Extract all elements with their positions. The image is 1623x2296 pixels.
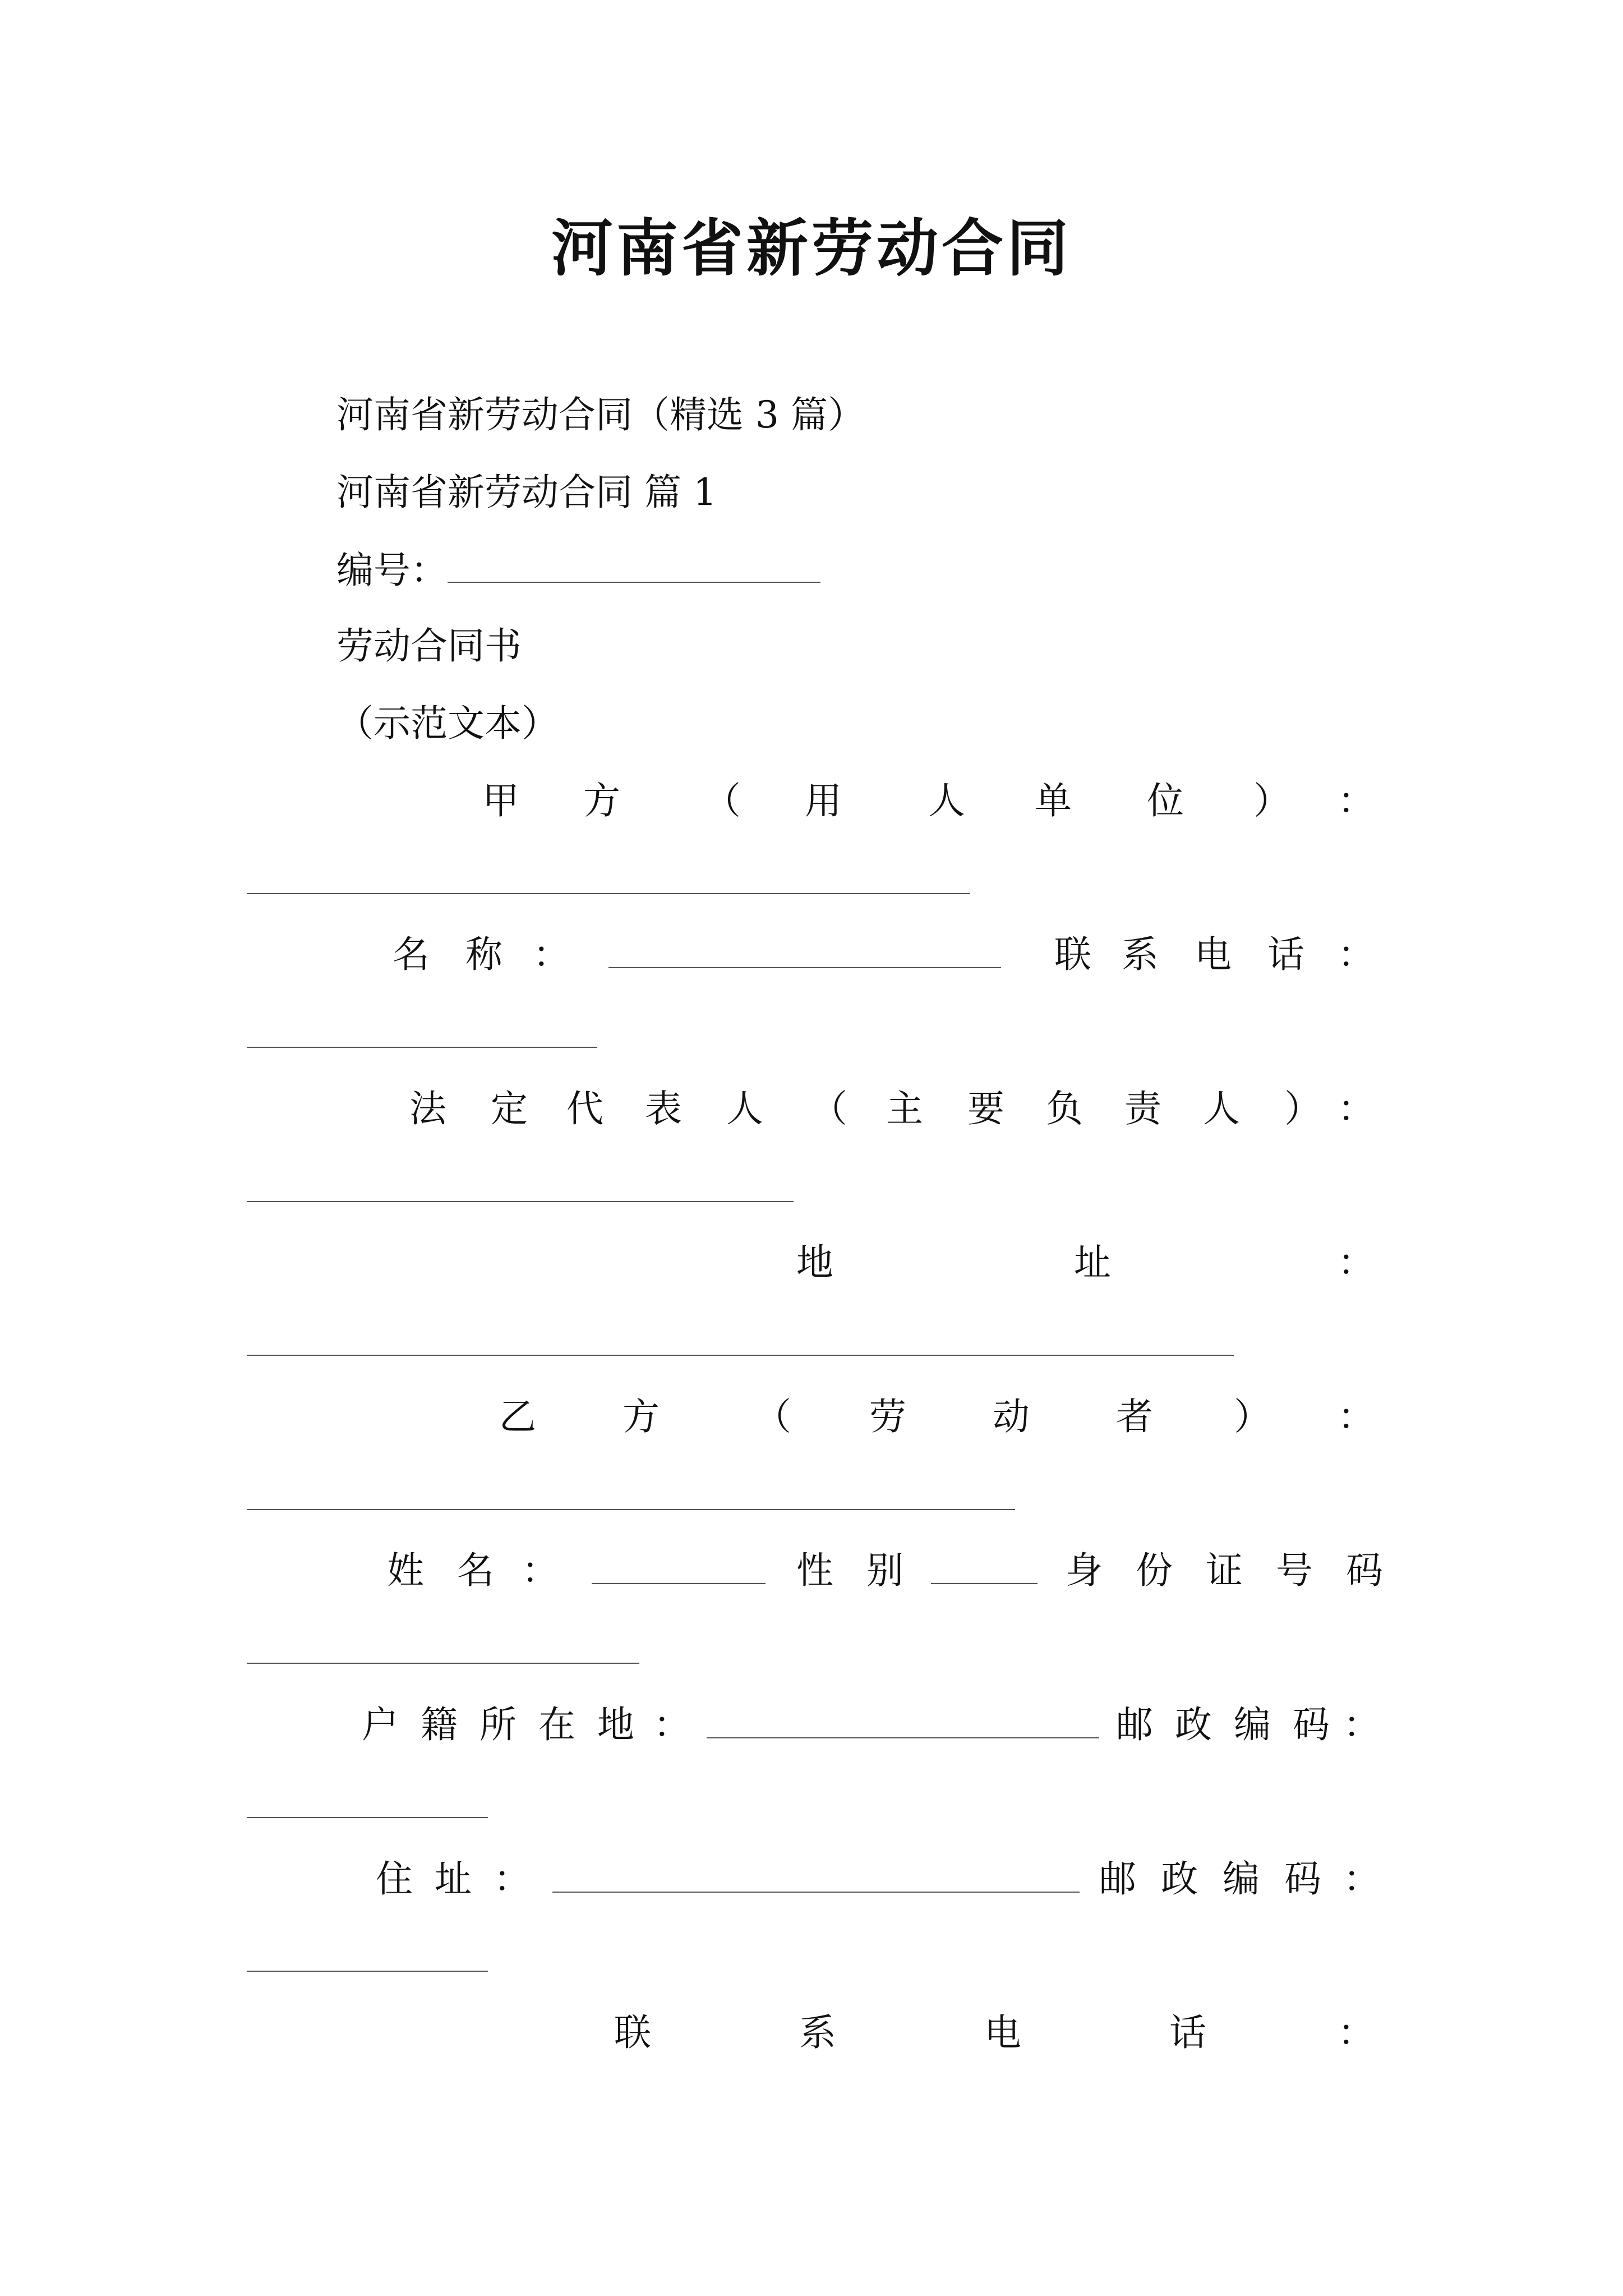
household-char: 在 [538,1703,575,1746]
legal-rep-char: 责 [1124,1087,1161,1130]
legal-rep-char: 要 [967,1087,1004,1130]
phone-char: 系 [1122,933,1159,976]
postcode-char: ： [1343,1703,1380,1746]
b-gender-char: 性 [796,1549,833,1592]
postcode-char: 编 [1234,1703,1271,1746]
b-phone-char: 联 [614,2011,651,2054]
legal-rep-char: ： [1338,1087,1375,1130]
model-text-line: （示范文本） [336,702,559,745]
b-phone-char: 电 [984,2011,1021,2054]
phone-blank [247,1047,597,1048]
phone-char: 联 [1054,933,1091,976]
postcode2-char: 政 [1161,1857,1198,1901]
postcode2-char: 码 [1284,1857,1321,1901]
b-name-blank [592,1548,766,1584]
b-phone-char: 系 [799,2011,836,2054]
b-id-char: 证 [1206,1549,1243,1592]
b-name-char: 姓 [387,1549,424,1592]
b-phone-char: ： [1338,2011,1375,2054]
phone-char: 话 [1267,933,1304,976]
b-phone-char: 话 [1169,2011,1206,2054]
b-gender-char: 别 [866,1549,903,1592]
party-a-char: ） [1253,779,1290,822]
residence-char: 住 [376,1857,413,1901]
document-title: 河南省新劳动合同 [551,212,1072,284]
party-b-char: 劳 [869,1395,906,1438]
b-id-char: 身 [1066,1549,1103,1592]
b-id-blank [247,1663,639,1664]
household-char: 所 [479,1703,517,1746]
party-a-char: 单 [1035,779,1072,822]
party-b-char: 者 [1116,1395,1153,1438]
legal-rep-char: 负 [1046,1087,1083,1130]
household-char: 地 [597,1703,634,1746]
b-id-char: 码 [1346,1549,1383,1592]
address-char: ： [1338,1241,1375,1284]
phone-char: ： [1338,933,1375,976]
postcode-char: 政 [1175,1703,1212,1746]
legal-rep-char: 代 [566,1087,603,1130]
party-b-char: （ [754,1395,791,1438]
legal-rep-char: 人 [1203,1087,1240,1130]
legal-rep-char: 人 [726,1087,763,1130]
name-char: 称 [465,933,502,976]
postcode-char: 码 [1293,1703,1330,1746]
b-name-char: ： [522,1549,559,1592]
b-id-char: 号 [1276,1549,1313,1592]
household-char: 户 [362,1703,399,1746]
chapter-line: 河南省新劳动合同 篇 1 [336,471,717,514]
address-char: 地 [796,1241,833,1284]
party-a-char: 方 [583,779,620,822]
party-a-char: ： [1338,779,1375,822]
b-gender-blank [931,1548,1038,1584]
name-char: ： [533,933,570,976]
name-blank [608,932,1001,968]
postcode2-char: 编 [1223,1857,1260,1901]
legal-rep-char: 主 [886,1087,923,1130]
postcode2-char: ： [1343,1857,1380,1901]
number-blank [448,547,820,583]
party-b-char: 乙 [499,1395,536,1438]
party-a-char: 位 [1147,779,1184,822]
residence-blank [552,1857,1080,1893]
party-a-blank [247,893,970,894]
party-b-char: 方 [623,1395,660,1438]
postcode-blank [247,1817,488,1818]
household-blank [707,1703,1099,1738]
postcode-char: 邮 [1116,1703,1153,1746]
legal-rep-char: 法 [409,1087,446,1130]
number-label: 编号： [336,549,448,592]
party-b-blank [247,1509,1015,1510]
party-a-char: （ [704,779,741,822]
party-b-char: 动 [993,1395,1030,1438]
postcode2-char: 邮 [1099,1857,1136,1901]
legal-rep-char: ） [1284,1087,1321,1130]
phone-char: 电 [1195,933,1232,976]
party-a-char: 甲 [482,779,519,822]
party-b-char: ） [1234,1395,1271,1438]
legal-rep-char: 表 [645,1087,682,1130]
residence-char: ： [494,1857,531,1901]
address-char: 址 [1074,1241,1111,1284]
b-id-char: 份 [1136,1549,1173,1592]
party-a-char: 用 [805,779,842,822]
number-line [336,547,820,593]
party-a-char: 人 [928,779,965,822]
residence-char: 址 [435,1857,472,1901]
book-title-line: 劳动合同书 [336,624,522,668]
household-char: ： [653,1703,690,1746]
name-char: 名 [393,933,430,976]
address-blank [247,1355,1234,1356]
b-name-char: 名 [457,1549,494,1592]
household-char: 籍 [421,1703,458,1746]
party-b-char: ： [1338,1395,1375,1438]
intro-line: 河南省新劳动合同（精选 3 篇） [336,393,865,436]
legal-rep-char: 定 [491,1087,528,1130]
legal-rep-char: （ [810,1087,847,1130]
postcode2-blank [247,1971,488,1972]
legal-rep-blank [247,1201,794,1202]
